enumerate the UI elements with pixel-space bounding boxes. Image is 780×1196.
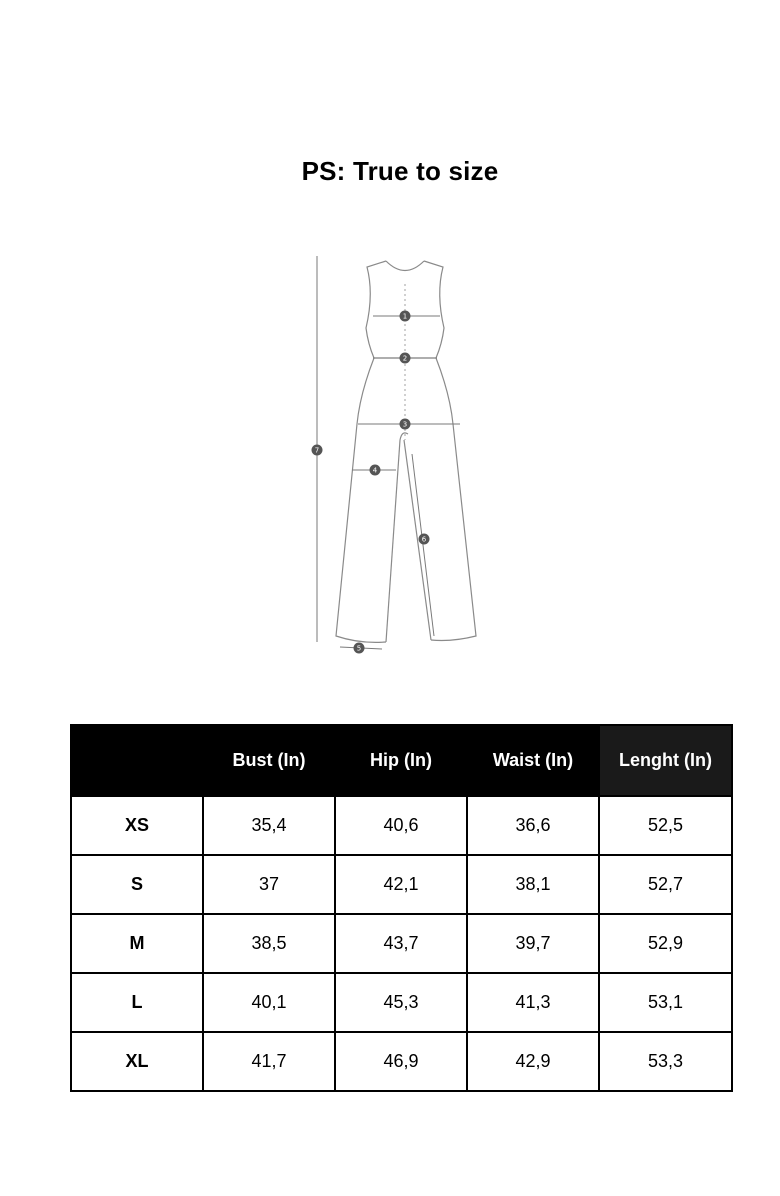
marker-2-waist [400,353,411,364]
marker-1-bust [400,311,411,322]
size-label: XS [71,796,203,855]
waist-value: 42,9 [467,1032,599,1091]
marker-7-length [312,445,323,456]
table-header-row [71,725,732,796]
svg-text:6: 6 [421,535,427,544]
header-corner [71,725,203,796]
length-value: 52,7 [599,855,732,914]
marker-4-thigh [370,465,381,476]
size-label: XL [71,1032,203,1091]
table-row [71,796,732,855]
table-row [71,1032,732,1091]
length-value: 52,5 [599,796,732,855]
header-waist: Waist (In) [467,725,599,796]
length-value: 53,3 [599,1032,732,1091]
bust-value: 38,5 [203,914,335,973]
svg-text:4: 4 [372,466,378,475]
waist-value: 38,1 [467,855,599,914]
svg-text:1: 1 [402,312,408,321]
length-value: 53,1 [599,973,732,1032]
bust-value: 37 [203,855,335,914]
svg-text:2: 2 [402,354,408,363]
svg-text:7: 7 [314,446,320,455]
header-hip: Hip (In) [335,725,467,796]
bust-value: 40,1 [203,973,335,1032]
page-title: PS: True to size [301,156,499,186]
header-length: Lenght (In) [599,725,732,796]
size-label: M [71,914,203,973]
size-label: S [71,855,203,914]
hip-value: 46,9 [335,1032,467,1091]
jumpsuit-illustration [300,244,490,664]
marker-6-inseam [419,534,430,545]
svg-text:3: 3 [402,420,408,429]
jumpsuit-measurement-diagram [300,244,490,664]
table-row [71,855,732,914]
marker-5-leg-opening [354,643,365,654]
bust-value: 41,7 [203,1032,335,1091]
size-chart-table [70,724,733,1092]
size-label: L [71,973,203,1032]
hip-value: 42,1 [335,855,467,914]
waist-value: 36,6 [467,796,599,855]
header-bust: Bust (In) [203,725,335,796]
hip-value: 40,6 [335,796,467,855]
bust-value: 35,4 [203,796,335,855]
waist-value: 41,3 [467,973,599,1032]
length-value: 52,9 [599,914,732,973]
marker-3-hip [400,419,411,430]
hip-value: 43,7 [335,914,467,973]
table-row [71,973,732,1032]
table-row [71,914,732,973]
hip-value: 45,3 [335,973,467,1032]
svg-text:5: 5 [356,644,362,653]
waist-value: 39,7 [467,914,599,973]
